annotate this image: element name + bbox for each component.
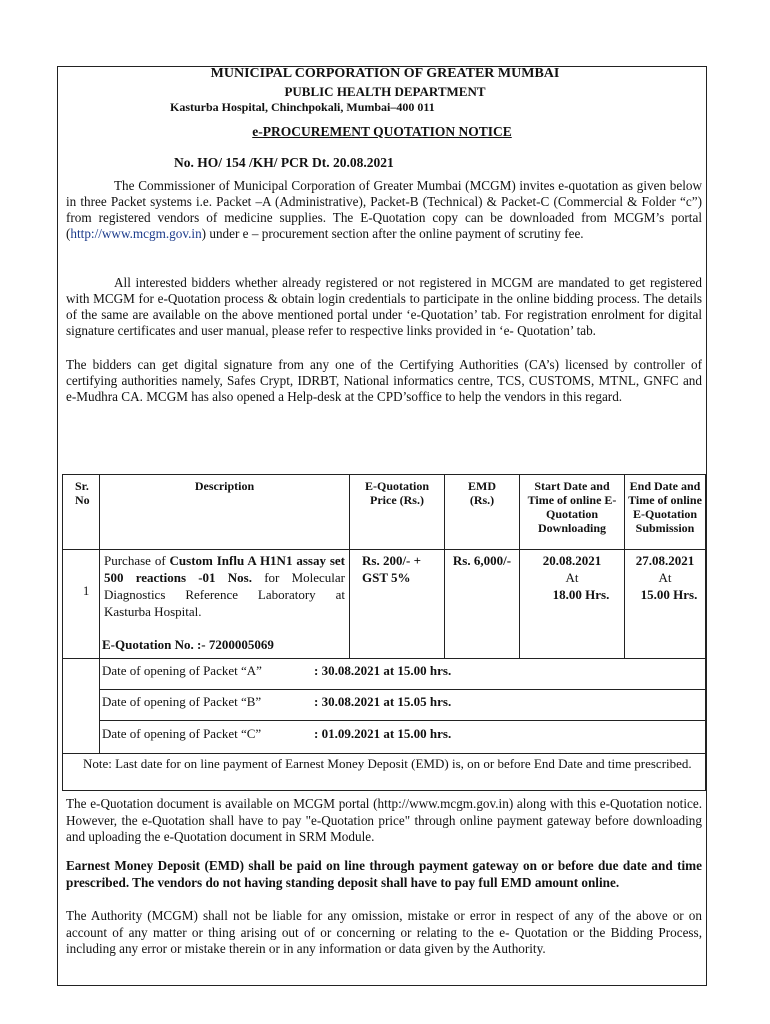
quotation-number: E-Quotation No. :- 7200005069 [102,637,274,652]
opening-row-c [99,720,706,754]
end-at: At [658,570,672,585]
intro-text-a: The Commissioner of Municipal Corporation of Greater Mumbai (MCGM) invites e-quotation as given below in three Packet systems i.e. Packet –A (Administrative), Packet-B (Technical) & Packet-C (Commercial & Folder “c”) from registered vendors of medicine supplies. The E-Quotation copy can be downloaded from MCGM’s portal ( [66,178,702,241]
header-price: E-Quotation Price (Rs.) [349,474,445,550]
org-name: MUNICIPAL CORPORATION OF GREATER MUMBAI [210,66,560,81]
notice-title: e-PROCUREMENT QUOTATION NOTICE [252,124,512,139]
digital-signature-paragraph: The bidders can get digital signature from any one of the Certifying Authorities (CA’s) licensed by controller of certifying authorities namely, Safes Crypt, IDRBT, National informatics centre, TCS, CUSTOMS, MTNL, GNFC and e-Mudhra CA. MCGM has also opened a Help-desk at the CPD’soffice to help the vendors in this regard. [66,357,702,404]
opening-b-value: : 30.08.2021 at 15.05 hrs. [314,694,452,709]
row-sr-cell [62,549,100,659]
emd-paragraph: Earnest Money Deposit (EMD) shall be paid on line through payment gateway on or before due date and time prescribed. The vendors do not having standing deposit shall have to pay full EMD amount online. [66,858,702,890]
header-emd: EMD (Rs.) [444,474,520,550]
intro-paragraph [66,178,702,242]
header-description: Description [99,474,350,550]
row-end [624,549,706,659]
opening-a-label: Date of opening of Packet “A” [102,663,262,678]
end-time: 15.00 Hrs. [640,587,698,602]
dept-name: PUBLIC HEALTH DEPARTMENT [284,84,486,99]
start-date: 20.08.2021 [542,553,602,568]
start-time: 18.00 Hrs. [552,587,610,602]
portal-link[interactable]: http://www.mcgm.gov.in [70,226,202,241]
row-price: Rs. 200/- + GST 5% [349,549,445,659]
row-description [99,549,350,659]
liability-paragraph: The Authority (MCGM) shall not be liable for any omission, mistake or error in respect of any of the above or on account of any matter or thing arising out of or concerning or relating to the e- Quotation or the Bidding Process, including any error or mistake therein or in any information or data given by the Authority. [66,908,702,956]
desc-text-a: Purchase of [104,553,170,568]
opening-c-value: : 01.09.2021 at 15.00 hrs. [314,726,452,741]
desc-item: Custom Influ A H1N1 assay set 500 reactions -01 Nos. [104,553,345,585]
registration-paragraph: All interested bidders whether already registered or not registered in MCGM are mandated to get registered with MCGM for e-Quotation process & obtain login credentials to participate in the online bidding process. The details of the same are available on the above mentioned portal under ‘e-Quotation’ tab. For registration enrolment for digital signature certificates and user manual, please refer to respective links provided in ‘e- Quotation’ tab. [66,275,702,338]
quotation-table [62,474,706,792]
header-start: Start Date and Time of online E-Quotation Downloading [519,474,625,550]
opening-a-value: : 30.08.2021 at 15.00 hrs. [314,663,452,678]
opening-row-a [99,658,706,690]
row-sr: 1 [83,584,90,598]
emd-note: Note: Last date for on line payment of Earnest Money Deposit (EMD) is, on or before End Date and time prescribed. [62,753,706,791]
document-availability-paragraph: The e-Quotation document is available on MCGM portal (http://www.mcgm.gov.in) along with this e-Quotation notice. However, the e-Quotation shall have to pay "e-Quotation price" through online payment gateway before downloading and uploading the e-Quotation document in SRM Module. [66,796,702,844]
header-sr: Sr. No [62,474,100,550]
opening-left-gap [62,658,100,754]
header-end: End Date and Time of online E-Quotation Submission [624,474,706,550]
row-start [519,549,625,659]
intro-text-b: ) under e – procurement section after the online payment of scrutiny fee. [201,226,584,241]
opening-c-label: Date of opening of Packet “C” [102,726,262,741]
reference-number: No. HO/ 154 /KH/ PCR Dt. 20.08.2021 [174,155,394,170]
row-emd: Rs. 6,000/- [444,549,520,659]
start-at: At [565,570,579,585]
end-date: 27.08.2021 [635,553,695,568]
opening-b-label: Date of opening of Packet “B” [102,694,262,709]
opening-row-b [99,689,706,721]
desc-text-c: for Molecular Diagnostics Reference Laboratory at Kasturba Hospital. [104,570,345,619]
address: Kasturba Hospital, Chinchpokali, Mumbai–400 011 [170,100,435,114]
